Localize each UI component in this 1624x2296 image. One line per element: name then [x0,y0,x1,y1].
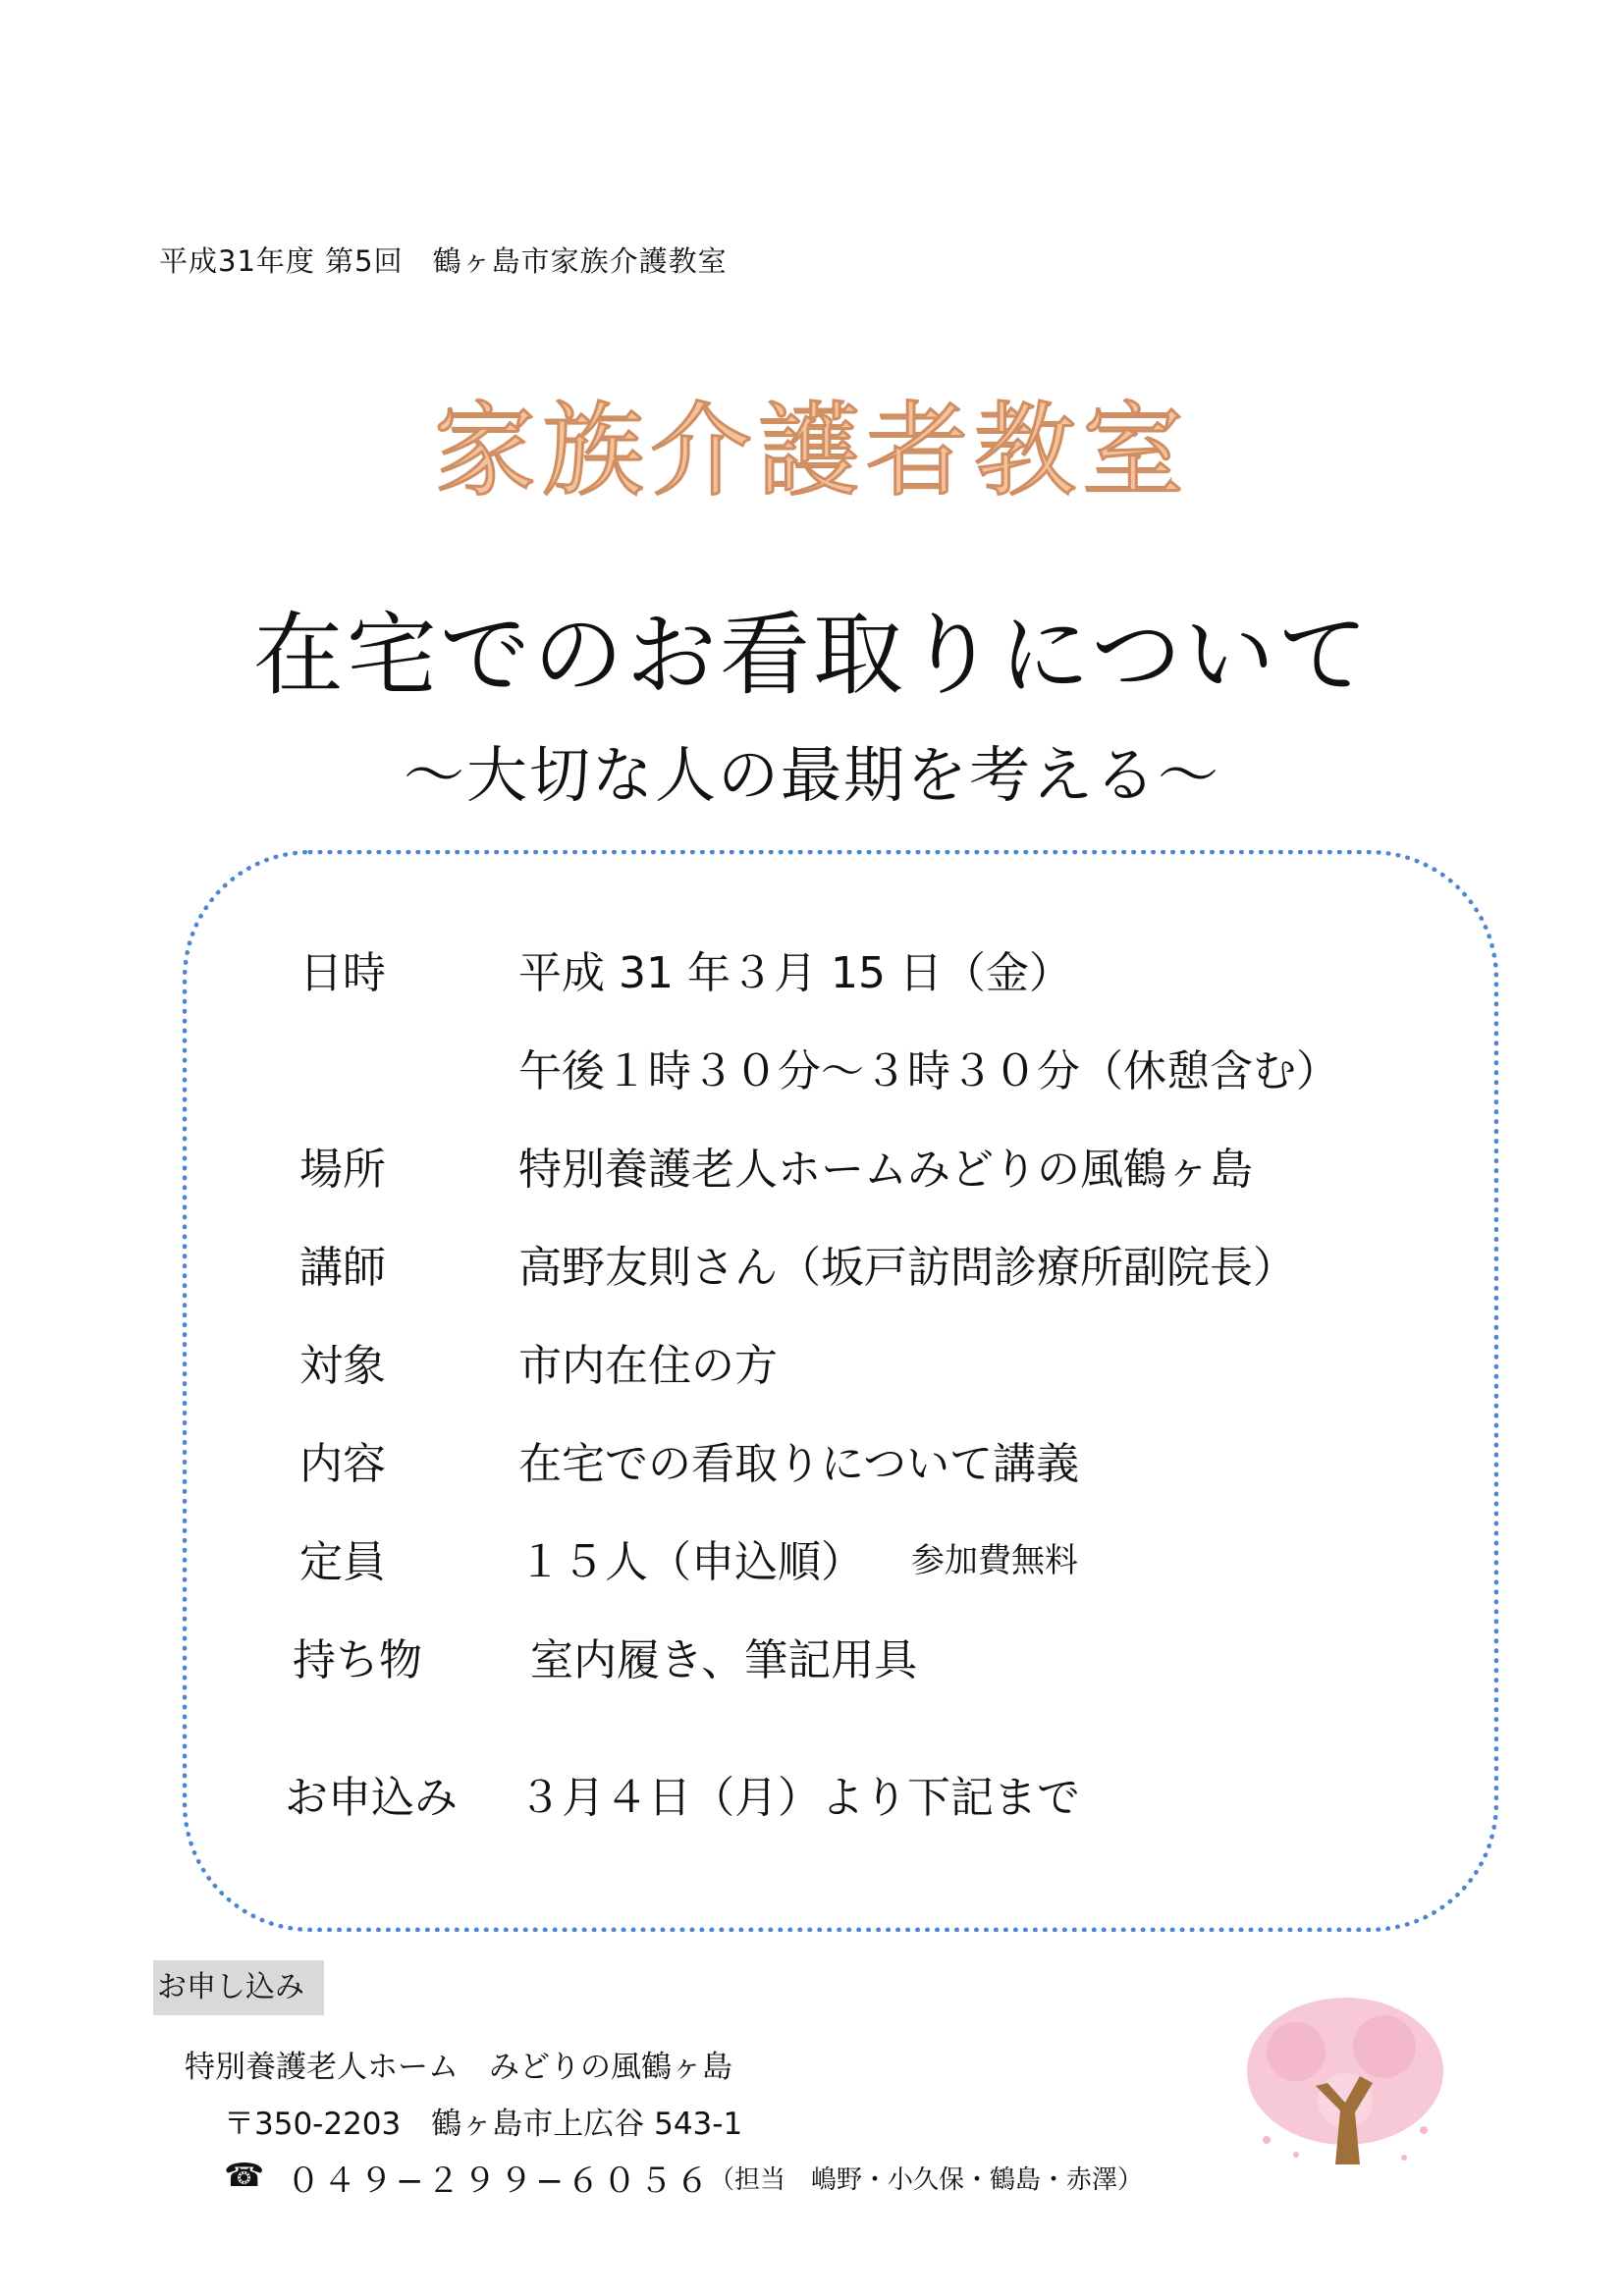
apply-label: お申込み [285,1773,458,1823]
petal [1293,2152,1299,2158]
lecturer-value: 高野友則さん（坂戸訪問診療所副院長） [518,1243,1296,1293]
contact-staff: （担当 嶋野・小久保・鶴島・赤澤） [709,2165,1144,2195]
target-label: 対象 [299,1341,386,1391]
petal [1420,2126,1428,2134]
content-label: 内容 [299,1439,386,1489]
apply-section-tag: お申し込み [153,1960,324,2015]
time-value: 午後１時３０分〜３時３０分（休憩含む） [518,1046,1339,1096]
subtitle-tagline: 〜大切な人の最期を考える〜 [403,739,1220,811]
main-title: 家族介護者教室 [433,391,1190,510]
petal [1401,2155,1407,2161]
blossom-cluster [1267,2022,1326,2081]
apply-value: ３月４日（月）より下記まで [518,1773,1080,1823]
contact-phone[interactable]: ０４９−２９９−６０５６ [287,2162,712,2201]
items-value: 室内履き、筆記用具 [530,1635,918,1685]
target-value: 市内在住の方 [518,1341,778,1391]
capacity-value: １５人（申込順） [518,1537,864,1587]
fee-value: 参加費無料 [911,1541,1078,1580]
cherry-blossom-tree-icon [1237,1993,1453,2169]
place-value: 特別養護老人ホームみどりの風鶴ヶ島 [518,1145,1253,1195]
program-line: 平成31年度 第5回 鶴ヶ島市家族介護教室 [159,244,728,278]
contact-address: 〒350-2203 鶴ヶ島市上広谷 543-1 [224,2107,743,2142]
subtitle: 在宅でのお看取りについて [252,603,1372,708]
contact-organization: 特別養護老人ホーム みどりの風鶴ヶ島 [185,2050,732,2085]
petal [1263,2136,1271,2144]
place-label: 場所 [299,1145,386,1195]
lecturer-label: 講師 [299,1243,386,1293]
capacity-label: 定員 [299,1537,386,1587]
date-label: 日時 [299,948,386,998]
content-value: 在宅での看取りについて講義 [518,1439,1080,1489]
date-value: 平成 31 年３月 15 日（金） [518,948,1072,998]
blossom-cluster [1353,2015,1416,2078]
phone-icon: ☎ [224,2156,265,2194]
items-label: 持ち物 [293,1635,422,1685]
